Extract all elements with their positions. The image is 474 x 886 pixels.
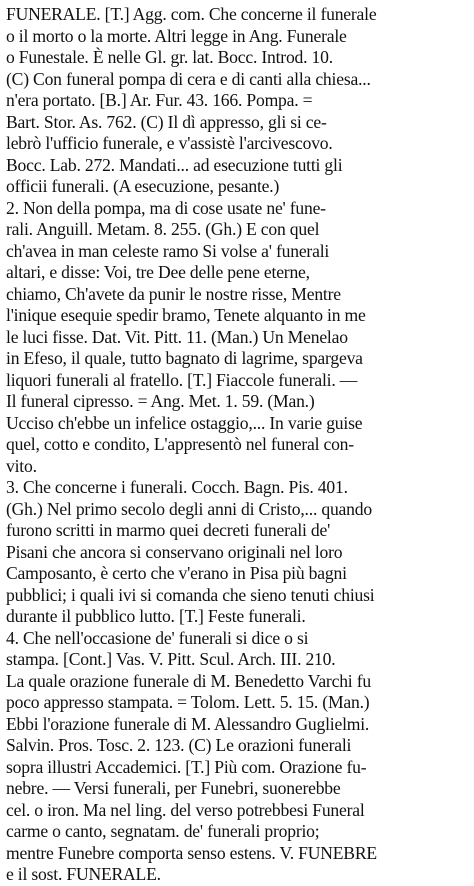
entry-line: pubblici; i quali ivi si comanda che sieno tenuti chiusi xyxy=(6,584,375,605)
entry-line: altari, e disse: Voi, tre Dee delle pene eterne, xyxy=(6,262,310,282)
entry-line: carme o canto, segnatam. de' funerali proprio; xyxy=(6,821,320,841)
entry-line: 3. Che concerne i funerali. Cocch. Bagn. Pis. 401. xyxy=(6,477,348,497)
entry-line: in Efeso, il quale, tutto bagnato di lagrime, spargeva xyxy=(6,348,363,368)
entry-line: rali. Anguill. Metam. 8. 255. (Gh.) E con quel xyxy=(6,219,320,239)
entry-line: poco appresso stampata. = Tolom. Lett. 5. 15. (Man.) xyxy=(6,692,370,712)
entry-line: stampa. [Cont.] Vas. V. Pitt. Scul. Arch. III. 210. xyxy=(6,649,336,669)
entry-line: La quale orazione funerale di M. Benedetto Varchi fu xyxy=(6,670,371,691)
entry-line: o Funestale. È nelle Gl. gr. lat. Bocc. Introd. 10. xyxy=(6,47,333,67)
entry-line: le luci fisse. Dat. Vit. Pitt. 11. (Man.) Un Menelao xyxy=(6,326,348,347)
entry-text xyxy=(6,4,470,886)
entry-line: Salvin. Pros. Tosc. 2. 123. (C) Le orazioni funerali xyxy=(6,735,352,755)
entry-line: e il sost. FUNERALE. xyxy=(6,864,161,884)
entry-line: quel, cotto e condito, L'appresentò nel funeral con- xyxy=(6,434,354,454)
entry-line: furono scritti in marmo quei decreti funerali de' xyxy=(6,520,331,540)
entry-line: 2. Non della pompa, ma di cose usate ne' fune- xyxy=(6,197,326,218)
entry-line: Pisani che ancora si conservano originali nel loro xyxy=(6,541,343,562)
entry-line: l'inique esequie spedir bramo, Tenete alquanto in me xyxy=(6,305,366,325)
entry-line: sopra illustri Accademici. [T.] Più com. Orazione fu- xyxy=(6,756,367,777)
entry-line: mentre Funebre comporta senso estens. V. FUNEBRE xyxy=(6,842,377,863)
entry-line: Ucciso ch'ebbe un infelice ostaggio,... In varie guise xyxy=(6,412,363,433)
entry-line: ch'avea in man celeste ramo Si volse a' funerali xyxy=(6,240,330,261)
entry-line: vito. xyxy=(6,455,37,476)
entry-line: officii funerali. (A esecuzione, pesante.) xyxy=(6,176,280,196)
entry-funerale xyxy=(6,4,470,886)
entry-line: n'era portato. [B.] Ar. Fur. 43. 166. Pompa. = xyxy=(6,90,313,110)
entry-line: Bart. Stor. As. 762. (C) Il dì appresso, gli si ce- xyxy=(6,111,327,132)
entry-line: Camposanto, è certo che v'erano in Pisa più bagni xyxy=(6,563,347,583)
entry-line: durante il pubblico lutto. [T.] Feste funerali. xyxy=(6,606,306,626)
entry-line: lebrò l'ufficio funerale, e v'assistè l'arcivescovo. xyxy=(6,133,333,153)
entry-line: liquori funerali al fratello. [T.] Fiaccole funerali. — xyxy=(6,369,358,390)
entry-line: FUNERALE. [T.] Agg. com. Che concerne il funerale xyxy=(6,4,377,24)
entry-line: nebre. — Versi funerali, per Funebri, suonerebbe xyxy=(6,778,341,798)
entry-line: cel. o iron. Ma nel ling. del verso potrebbesi Funeral xyxy=(6,799,365,820)
entry-line: 4. Che nell'occasione de' funerali si dice o si xyxy=(6,627,309,648)
entry-line: Ebbi l'orazione funerale di M. Alessandro Guglielmi. xyxy=(6,713,370,734)
entry-line: (Gh.) Nel primo secolo degli anni di Cristo,... quando xyxy=(6,498,372,519)
entry-line: Bocc. Lab. 272. Mandati... ad esecuzione tutti gli xyxy=(6,154,343,175)
entry-line: o il morto o la morte. Altri legge in Ang. Funerale xyxy=(6,25,347,46)
entry-line: chiamo, Ch'avete da punir le nostre risse, Mentre xyxy=(6,283,341,304)
entry-line: Il funeral cipresso. = Ang. Met. 1. 59. (Man.) xyxy=(6,391,315,411)
entry-line: (C) Con funeral pompa di cera e di canti alla chiesa... xyxy=(6,68,371,89)
